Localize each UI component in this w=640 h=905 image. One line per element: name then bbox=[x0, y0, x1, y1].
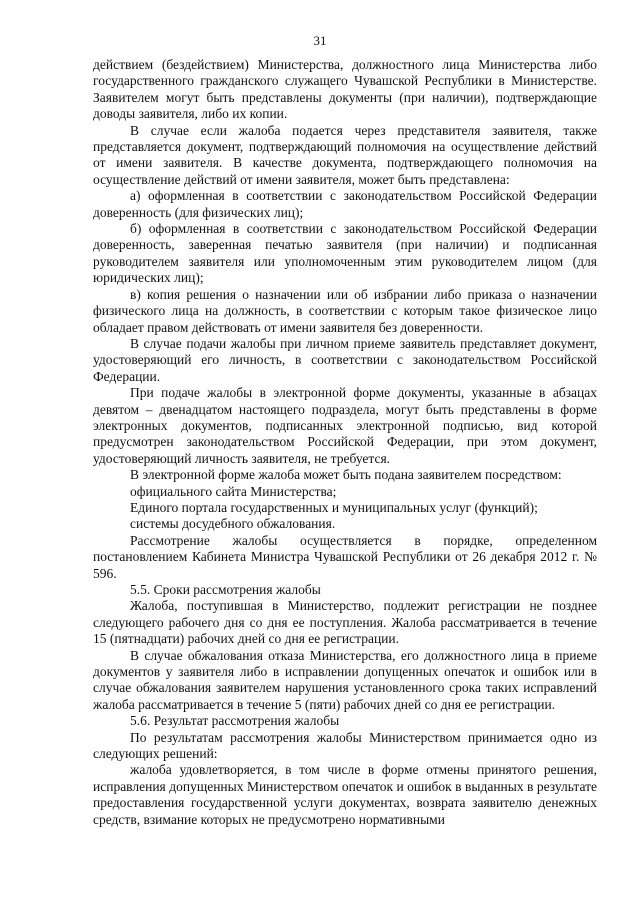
paragraph-complaint-satisfied: жалоба удовлетворяется, в том числе в форме отмены принятого решения, исправления допущенных Министерством опечаток и ошибок в выданных в результате предоставления государственной услуги документах, возврата заявителю денежных средств, взимание которых не предусмотрено нормативными bbox=[93, 762, 597, 827]
paragraph-registration-terms: Жалоба, поступившая в Министерство, подлежит регистрации не позднее следующего рабочего дня со дня ее поступления. Жалоба рассматривается в течение 15 (пятнадцати) рабочих дней со дня ее регистрации. bbox=[93, 598, 597, 647]
section-heading-5-5: 5.5. Сроки рассмотрения жалобы bbox=[130, 582, 321, 597]
document-body bbox=[93, 57, 597, 828]
list-item-official-site: официального сайта Министерства; bbox=[130, 483, 337, 499]
list-item-v: в) копия решения о назначении или об избрании либо приказа о назначении физического лица на должность, в соответствии с которым такое физическое лицо обладает правом действовать от имени заявителя без доверенности. bbox=[93, 286, 597, 335]
paragraph-electronic-means: В электронной форме жалоба может быть подана заявителем посредством: bbox=[130, 467, 562, 483]
list-item-b: б) оформленная в соответствии с законодательством Российской Федерации доверенность, заверенная печатью заявителя (при наличии) и подписанная руководителем заявителя или уполномоченным этим руководителем лицом (для юридических лиц); bbox=[93, 221, 597, 286]
section-heading-5-6: 5.6. Результат рассмотрения жалобы bbox=[130, 713, 340, 729]
list-item-unified-portal: Единого портала государственных и муниципальных услуг (функций); bbox=[130, 499, 538, 515]
paragraph-personal-reception: В случае подачи жалобы при личном приеме заявитель представляет документ, удостоверяющий его личность, в соответствии с законодательством Российской Федерации. bbox=[93, 335, 597, 384]
list-item-a: а) оформленная в соответствии с законодательством Российской Федерации доверенность (для физических лиц); bbox=[93, 188, 597, 220]
paragraph-electronic-form: При подаче жалобы в электронной форме документы, указанные в абзацах девятом – двенадцатом настоящего подраздела, могут быть представлены в форме электронных документов, подписанных электронной подписью, вид которой предусмотрен законодательством Российской Федерации, при этом документ, удостоверяющий личность заявителя, не требуется. bbox=[93, 385, 597, 466]
page-number: 31 bbox=[313, 33, 327, 48]
paragraph-refusal-terms: В случае обжалования отказа Министерства, его должностного лица в приеме документов у заявителя либо в исправлении допущенных опечаток и ошибок или в случае обжалования заявителем нарушения установленного срока таких исправлений жалоба рассматривается в течение 5 (пяти) рабочих дней со дня ее регистрации. bbox=[93, 647, 597, 712]
paragraph-review-procedure: Рассмотрение жалобы осуществляется в порядке, определенном постановлением Кабинета Министра Чувашской Республики от 26 декабря 2012 г. № 596. bbox=[93, 532, 597, 581]
list-item-pretrial-system: системы досудебного обжалования. bbox=[130, 516, 336, 532]
paragraph-decisions-intro: По результатам рассмотрения жалобы Министерством принимается одно из следующих решений: bbox=[93, 729, 597, 762]
paragraph-representative: В случае если жалоба подается через представителя заявителя, также представляется документ, подтверждающий полномочия на осуществление действий от имени заявителя. В качестве документа, подтверждающего полномочия на осуществление действий от имени заявителя, может быть представлена: bbox=[93, 122, 597, 187]
paragraph-continuation: действием (бездействием) Министерства, должностного лица Министерства либо государственного гражданского служащего Чувашской Республики в Министерстве. Заявителем могут быть представлены документы (при наличии), подтверждающие доводы заявителя, либо их копии. bbox=[93, 57, 597, 122]
